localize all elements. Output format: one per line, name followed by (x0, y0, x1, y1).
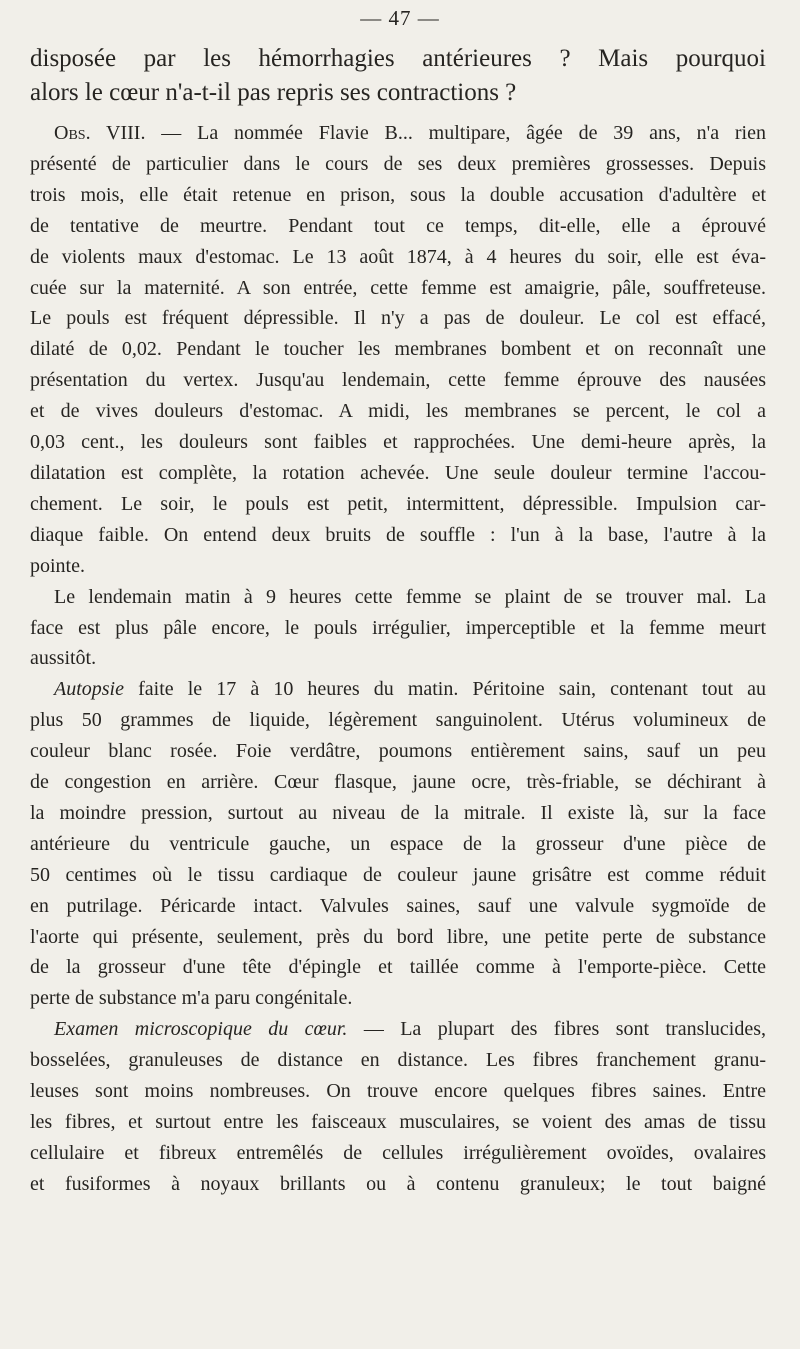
text-line: l'aorte qui présente, seulement, près du bord libre, une petite perte de substance (30, 925, 766, 948)
text-line: face est plus pâle encore, le pouls irrégulier, imperceptible et la femme meurt (30, 616, 766, 639)
text-line: couleur blanc rosée. Foie verdâtre, poumons entièrement sains, sauf un peu (30, 740, 766, 763)
text-line: diaque faible. On entend deux bruits de souffle : l'un à la base, l'autre à la (30, 523, 766, 546)
page-number: — 47 — (360, 6, 440, 30)
text-line: antérieure du ventricule gauche, un espace de la grosseur d'une pièce de (30, 832, 766, 855)
text-line (30, 118, 766, 149)
text-line: de violents maux d'estomac. Le 13 août 1874, à 4 heures du soir, elle est éva- (30, 245, 766, 268)
text-line: les fibres, et surtout entre les faisceaux musculaires, se voient des amas de tissu (30, 1111, 766, 1133)
text-line: Le lendemain matin à 9 heures cette femme se plaint de se trouver mal. La (54, 585, 766, 608)
body-text (30, 118, 766, 1200)
opening-paragraph (30, 42, 766, 110)
text-line: de congestion en arrière. Cœur flasque, jaune ocre, très-friable, se déchirant à (30, 771, 766, 794)
text-line: en putrilage. Péricarde intact. Valvules saines, sauf une valvule sygmoïde de (30, 894, 766, 917)
text-line: Le pouls est fréquent dépressible. Il n'y a pas de douleur. Le col est effacé, (30, 307, 766, 330)
exam-first-line: — La plupart des fibres sont translucides, (363, 1018, 766, 1041)
autopsy-paragraph (30, 674, 766, 1014)
text-line: de la grosseur d'une tête d'épingle et taillée comme à l'emporte-pièce. Cette (30, 956, 766, 979)
observation-paragraph (30, 118, 766, 582)
observation-first-line: — La nommée Flavie B... multipare, âgée de 39 ans, n'a rien (161, 122, 766, 144)
text-line: alors le cœur n'a-t-il pas repris ses contractions ? (30, 79, 517, 106)
text-line: dilatation est complète, la rotation achevée. Une seule douleur termine l'accou- (30, 461, 766, 484)
text-line: bosselées, granuleuses de distance en distance. Les fibres franchement granu- (30, 1049, 766, 1072)
text-line: perte de substance m'a paru congénitale. (30, 987, 353, 1010)
text-line: dilaté de 0,02. Pendant le toucher les membranes bombent et on reconnaît une (30, 338, 766, 361)
text-line: la moindre pression, surtout au niveau de la mitrale. Il existe là, sur la face (30, 801, 766, 824)
text-line: 50 centimes où le tissu cardiaque de couleur jaune grisâtre est comme réduit (30, 863, 766, 886)
text-line: de tentative de meurtre. Pendant tout ce temps, dit-elle, elle a éprouvé (30, 214, 766, 237)
text-line: plus 50 grammes de liquide, légèrement sanguinolent. Utérus volumineux de (30, 709, 766, 732)
text-line (30, 674, 766, 705)
text-line: chement. Le soir, le pouls est petit, intermittent, dépressible. Impulsion car- (30, 492, 766, 515)
observation-label: Obs. VIII. (54, 122, 146, 144)
exam-label: Examen microscopique du cœur. (54, 1018, 348, 1041)
text-line: 0,03 cent., les douleurs sont faibles et rapprochées. Une demi-heure après, la (30, 431, 766, 454)
text-line: aussitôt. (30, 647, 97, 670)
autopsy-first-line: faite le 17 à 10 heures du matin. Péritoine sain, contenant tout au (138, 678, 766, 701)
text-line: disposée par les hémorrhagies antérieures ? Mais pourquoi (30, 45, 766, 72)
microscopic-exam-paragraph (30, 1014, 766, 1199)
autopsy-label: Autopsie (54, 678, 124, 701)
text-line: leuses sont moins nombreuses. On trouve encore quelques fibres saines. Entre (30, 1080, 766, 1103)
text-line: cellulaire et fibreux entremêlés de cellules irrégulièrement ovoïdes, ovalaires (30, 1141, 766, 1164)
text-line: trois mois, elle était retenue en prison, sous la double accusation d'adultère et (30, 183, 766, 206)
text-line: présenté de particulier dans le cours de ses deux premières grossesses. Depuis (30, 152, 766, 175)
text-line: présentation du vertex. Jusqu'au lendemain, cette femme éprouve des nausées (30, 369, 766, 392)
text-line: cuée sur la maternité. A son entrée, cette femme est amaigrie, pâle, souffreteuse. (30, 276, 766, 299)
text-line: et de vives douleurs d'estomac. A midi, les membranes se percent, le col a (30, 400, 766, 423)
text-line: pointe. (30, 554, 85, 577)
death-paragraph (30, 582, 766, 675)
text-line: et fusiformes à noyaux brillants ou à contenu granuleux; le tout baigné (30, 1172, 766, 1195)
text-line (30, 1014, 766, 1045)
